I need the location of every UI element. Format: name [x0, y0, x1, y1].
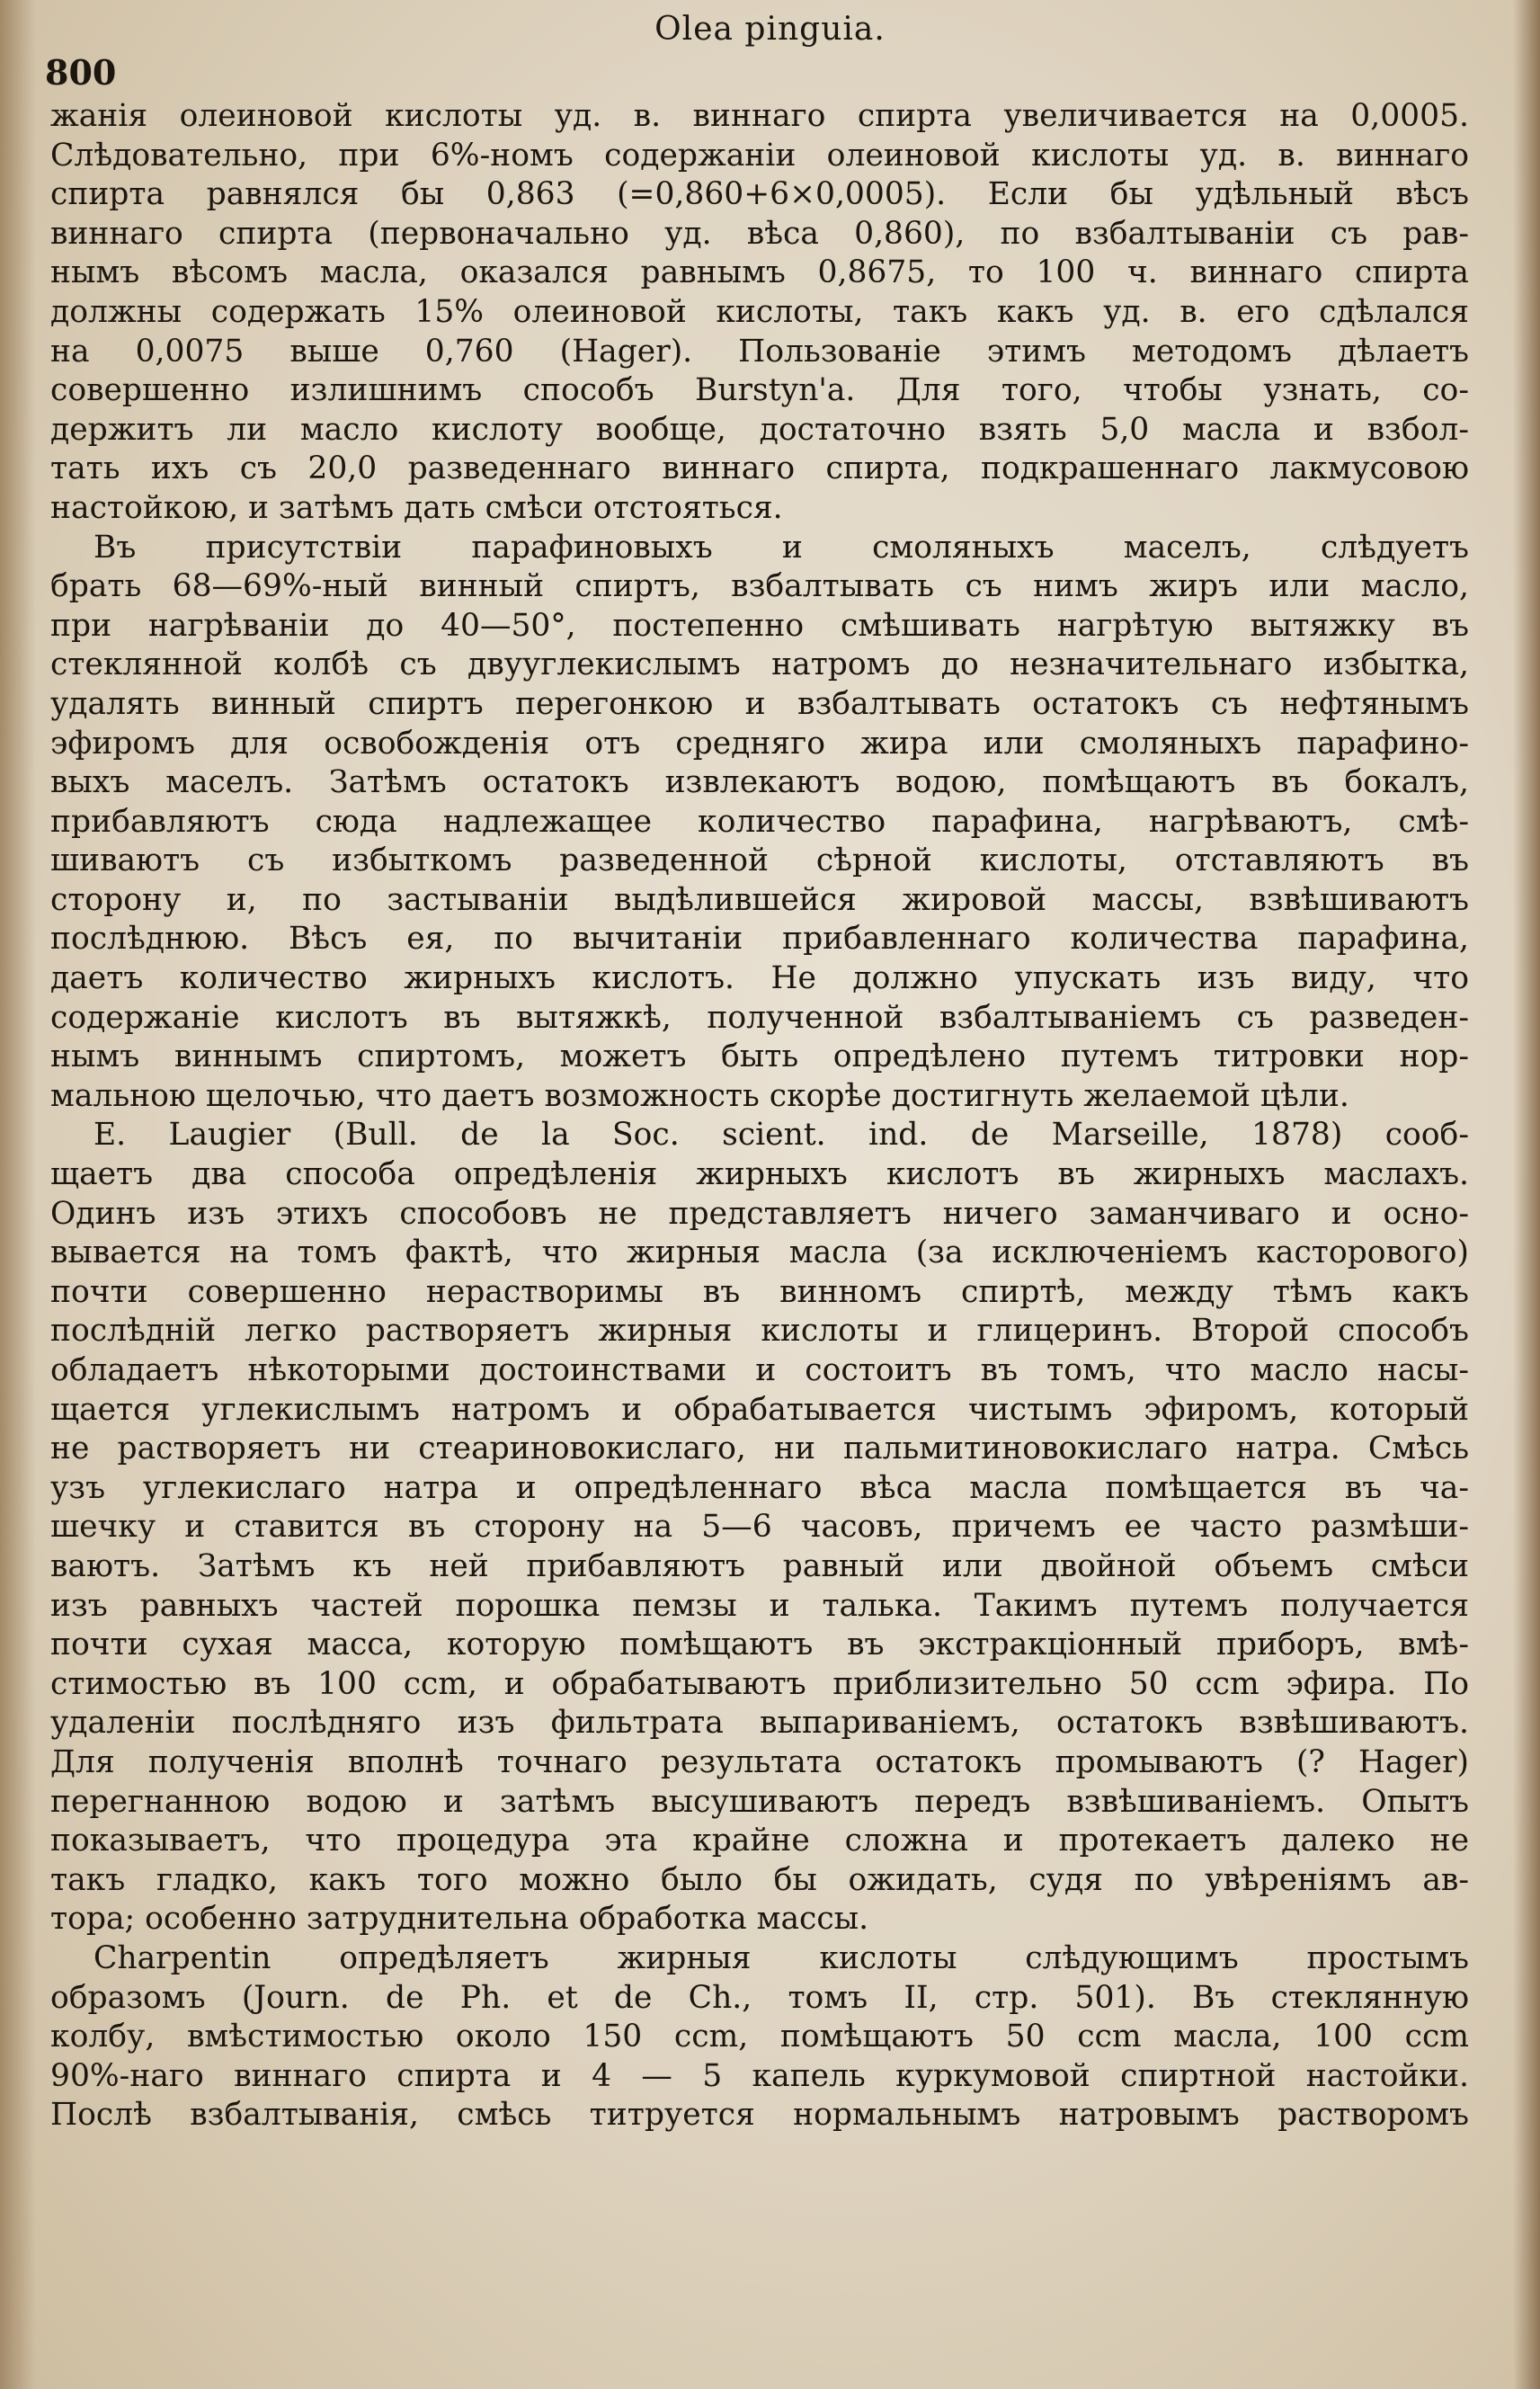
text-line: стимостью въ 100 ccm, и обрабатываютъ приблизительно 50 ccm эфира. По	[50, 1665, 1469, 1702]
text-line: брать 68—69%-ный винный спиртъ, взбалтывать съ нимъ жиръ или масло,	[50, 568, 1469, 605]
text-line: виннаго спирта (первоначально уд. вѣса 0,860), по взбалтываніи съ рав-	[50, 215, 1469, 252]
text-line: должны содержать 15% олеиновой кислоты, такъ какъ уд. в. его сдѣлался	[50, 293, 1469, 330]
text-line: удалять винный спиртъ перегонкою и взбалтывать остатокъ съ нефтянымъ	[50, 685, 1469, 722]
body-text	[50, 97, 1469, 2135]
text-line: перегнанною водою и затѣмъ высушиваютъ передъ взвѣшиваніемъ. Опытъ	[50, 1783, 1469, 1820]
text-line: такъ гладко, какъ того можно было бы ожидать, судя по увѣреніямъ ав-	[50, 1861, 1469, 1898]
text-line: щаетъ два способа опредѣленія жирныхъ кислотъ въ жирныхъ маслахъ.	[50, 1156, 1469, 1193]
text-line: Послѣ взбалтыванія, смѣсь титруется нормальнымъ натровымъ растворомъ	[50, 2097, 1469, 2134]
text-line: почти сухая масса, которую помѣщаютъ въ экстракціонный приборъ, вмѣ-	[50, 1627, 1469, 1663]
text-line: совершенно излишнимъ способъ Burstyn'а. Для того, чтобы узнать, со-	[50, 372, 1469, 409]
text-line: щается углекислымъ натромъ и обрабатывается чистымъ эфиромъ, который	[50, 1391, 1469, 1428]
text-line: нымъ вѣсомъ масла, оказался равнымъ 0,8675, то 100 ч. виннаго спирта	[50, 254, 1469, 291]
text-line: настойкою, и затѣмъ дать смѣси отстояться.	[50, 489, 783, 526]
text-line: жанія олеиновой кислоты уд. в. виннаго спирта увеличивается на 0,0005.	[50, 98, 1469, 134]
text-line: стеклянной колбѣ съ двууглекислымъ натромъ до незначительнаго избытка,	[50, 646, 1469, 683]
text-line: тать ихъ съ 20,0 разведеннаго виннаго спирта, подкрашеннаго лакмусовою	[50, 450, 1469, 487]
text-line: мальною щелочью, что даетъ возможность скорѣе достигнуть желаемой цѣли.	[50, 1077, 1349, 1114]
text-line: шиваютъ съ избыткомъ разведенной сѣрной кислоты, отставляютъ въ	[50, 842, 1469, 879]
text-line: сторону и, по застываніи выдѣлившейся жировой массы, взвѣшиваютъ	[50, 881, 1469, 918]
text-line: на 0,0075 выше 0,760 (Hager). Пользованіе этимъ методомъ дѣлаетъ	[50, 333, 1469, 370]
text-line: тора; особенно затруднительна обработка массы.	[50, 1901, 869, 1938]
text-line: обладаетъ нѣкоторыми достоинствами и состоитъ въ томъ, что масло насы-	[50, 1352, 1469, 1388]
text-line: удаленіи послѣдняго изъ фильтрата выпариваніемъ, остатокъ взвѣшиваютъ.	[50, 1705, 1469, 1742]
text-line: содержаніе кислотъ въ вытяжкѣ, полученной взбалтываніемъ съ разведен-	[50, 999, 1469, 1036]
text-line: почти совершенно нерастворимы въ винномъ спиртѣ, между тѣмъ какъ	[50, 1273, 1469, 1310]
text-line: послѣднюю. Вѣсъ ея, по вычитаніи прибавленнаго количества парафина,	[50, 921, 1469, 958]
text-line: узъ углекислаго натра и опредѣленнаго вѣса масла помѣщается въ ча-	[50, 1469, 1469, 1506]
text-line: прибавляютъ сюда надлежащее количество парафина, нагрѣваютъ, смѣ-	[50, 803, 1469, 840]
text-line: вывается на томъ фактѣ, что жирныя масла (за исключеніемъ касторового)	[50, 1235, 1469, 1271]
text-line: образомъ (Journ. de Ph. et de Ch., томъ II, стр. 501). Въ стеклянную	[50, 1979, 1469, 2016]
text-line: спирта равнялся бы 0,863 (=0,860+6×0,0005). Если бы удѣльный вѣсъ	[50, 176, 1469, 213]
text-line: выхъ маселъ. Затѣмъ остатокъ извлекаютъ водою, помѣщаютъ въ бокалъ,	[50, 764, 1469, 801]
text-line: колбу, вмѣстимостью около 150 ccm, помѣщаютъ 50 ccm масла, 100 ccm	[50, 2019, 1469, 2055]
text-line: нымъ виннымъ спиртомъ, можетъ быть опредѣлено путемъ титровки нор-	[50, 1039, 1469, 1075]
text-line: E. Laugier (Bull. de la Soc. scient. ind. de Marseille, 1878) сооб-	[93, 1117, 1469, 1154]
text-line: ваютъ. Затѣмъ къ ней прибавляютъ равный или двойной объемъ смѣси	[50, 1547, 1469, 1584]
text-line: 90%-наго виннаго спирта и 4 — 5 капель куркумовой спиртной настойки.	[50, 2057, 1469, 2094]
text-line: показываетъ, что процедура эта крайне сложна и протекаетъ далеко не	[50, 1823, 1469, 1859]
text-line: Для полученія вполнѣ точнаго результата остатокъ промываютъ (? Hager)	[50, 1743, 1469, 1780]
text-line: не растворяетъ ни стеариновокислаго, ни пальмитиновокислаго натра. Смѣсь	[50, 1431, 1469, 1467]
text-line: Одинъ изъ этихъ способовъ не представляетъ ничего заманчиваго и осно-	[50, 1195, 1469, 1232]
text-line: при нагрѣваніи до 40—50°, постепенно смѣшивать нагрѣтую вытяжку въ	[50, 607, 1469, 644]
page-number: 800	[45, 52, 117, 93]
text-line: шечку и ставится въ сторону на 5—6 часовъ, причемъ ее часто размѣши-	[50, 1509, 1469, 1546]
text-line: изъ равныхъ частей порошка пемзы и талька. Такимъ путемъ получается	[50, 1587, 1469, 1624]
text-line: Charpentin опредѣляетъ жирныя кислоты слѣдующимъ простымъ	[93, 1939, 1469, 1976]
text-line: эфиромъ для освобожденія отъ средняго жира или смоляныхъ парафино-	[50, 725, 1469, 762]
running-title: Olea pinguia.	[654, 11, 886, 48]
text-line: даетъ количество жирныхъ кислотъ. Не должно упускать изъ виду, что	[50, 960, 1469, 997]
text-line: Слѣдовательно, при 6%-номъ содержаніи олеиновой кислоты уд. в. виннаго	[50, 137, 1469, 174]
text-line: держитъ ли масло кислоту вообще, достаточно взять 5,0 масла и взбол-	[50, 411, 1469, 448]
text-line: послѣдній легко растворяетъ жирныя кислоты и глицеринъ. Второй способъ	[50, 1313, 1469, 1350]
text-line: Въ присутствіи парафиновыхъ и смоляныхъ маселъ, слѣдуетъ	[93, 529, 1469, 566]
